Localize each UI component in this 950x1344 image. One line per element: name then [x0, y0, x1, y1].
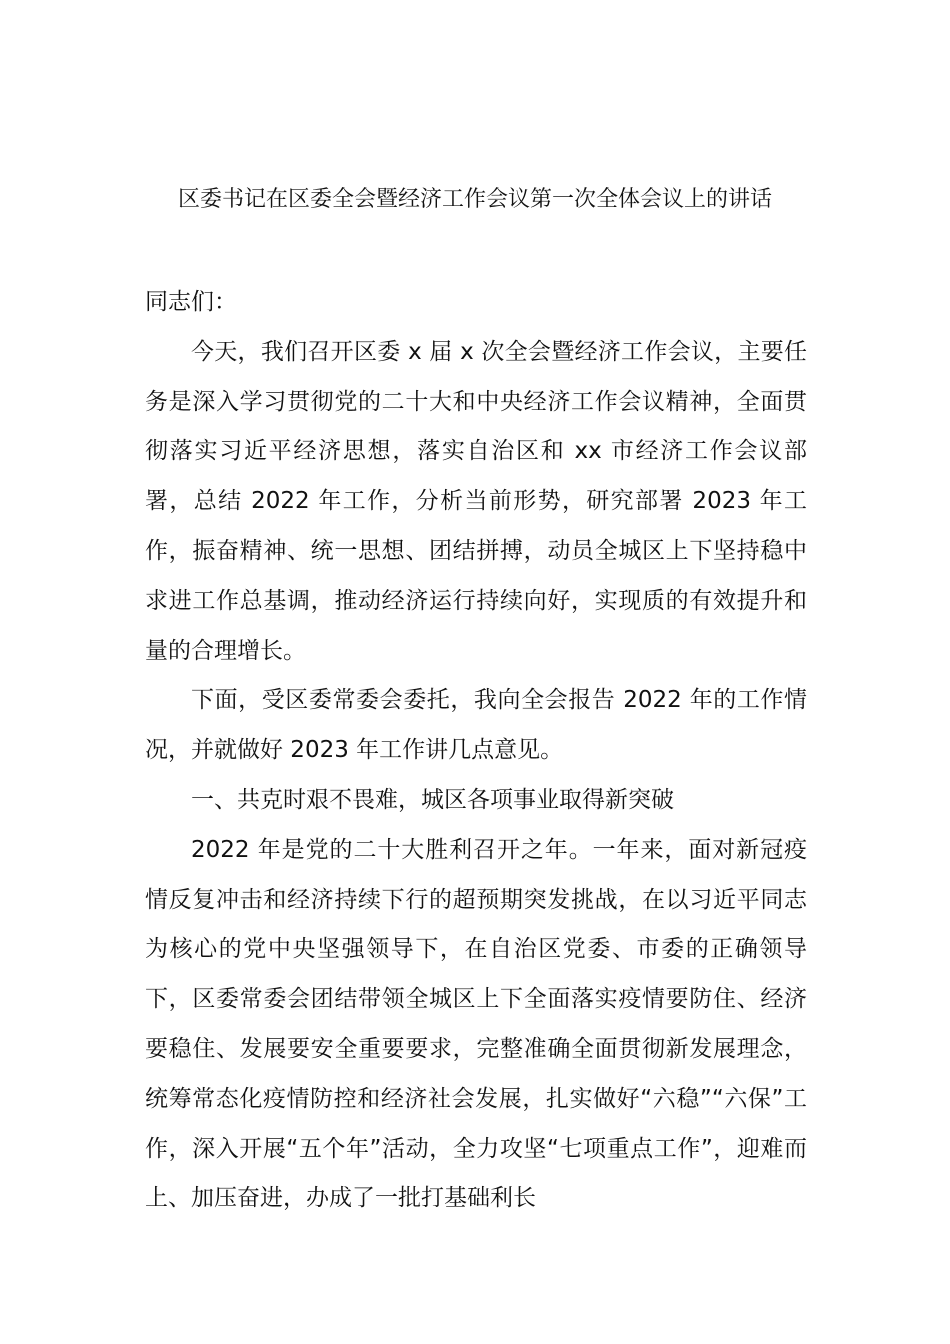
- paragraph-intro: 今天，我们召开区委 x 届 x 次全会暨经济工作会议，主要任务是深入学习贯彻党的二十大和中央经济工作会议精神，全面贯彻落实习近平经济思想，落实自治区和 xx 市经济工作会议部署，总结 2022 年工作，分析当前形势，研究部署 2023 年工作，振奋精神、统一思想、团结拼搏，动员全城区上下坚持稳中求进工作总基调，推动经济运行持续向好，实现质的有效提升和量的合理增长。: [145, 338, 807, 664]
- document-body: [145, 278, 807, 1224]
- paragraph-section-1: 2022 年是党的二十大胜利召开之年。一年来，面对新冠疫情反复冲击和经济持续下行的超预期突发挑战，在以习近平同志为核心的党中央坚强领导下，在自治区党委、市委的正确领导下，区委常委会团结带领全城区上下全面落实疫情要防住、经济要稳住、发展要安全重要要求，完整准确全面贯彻新发展理念，统筹常态化疫情防控和经济社会发展，扎实做好“六稳”“六保”工作，深入开展“五个年”活动，全力攻坚“七项重点工作”，迎难而上、加压奋进，办成了一批打基础利长: [145, 836, 807, 1212]
- paragraph-report: 下面，受区委常委会委托，我向全会报告 2022 年的工作情况，并就做好 2023 年工作讲几点意见。: [145, 687, 807, 764]
- salutation: 同志们：: [145, 289, 237, 315]
- section-heading: 一、共克时艰不畏难，城区各项事业取得新突破: [191, 786, 674, 813]
- document-title: 区委书记在区委全会暨经济工作会议第一次全体会议上的讲话: [177, 187, 772, 212]
